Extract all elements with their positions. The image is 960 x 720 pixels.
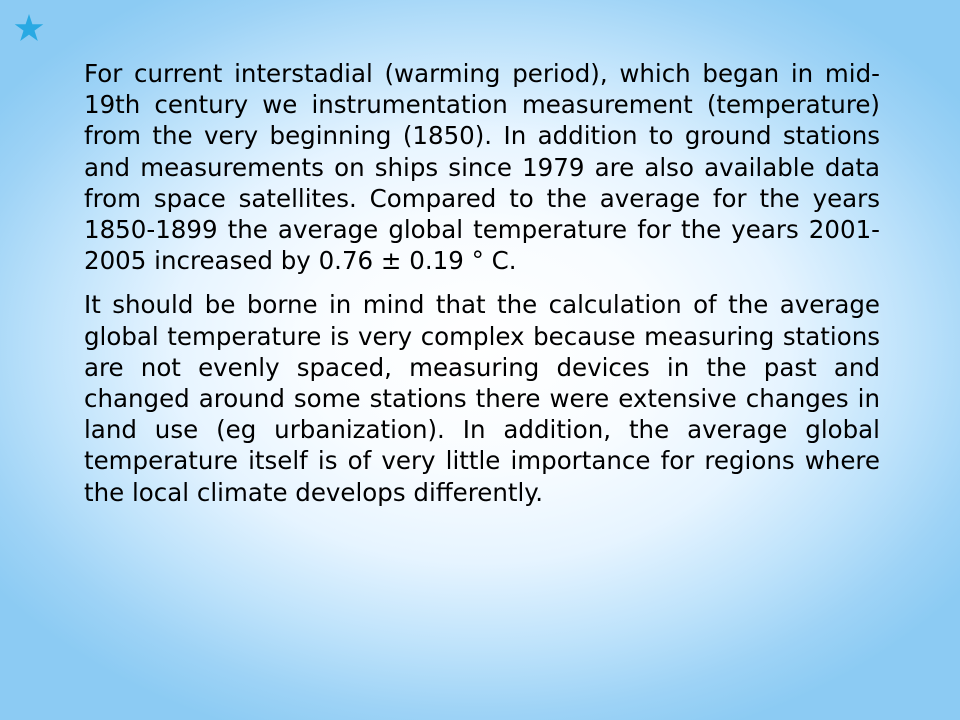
star-icon — [14, 14, 44, 44]
paragraph-warming-period: For current interstadial (warming period), which began in mid-19th century we instrumentation measurement (temperature) from the very beginning (1850). In addition to ground stations and measurements on ships since 1979 are also available data from space satellites. Compared to the average for the years 1850-1899 the average global temperature for the years 2001-2005 increased by 0.76 ± 0.19 ° C. — [84, 59, 880, 276]
paragraph-calculation-complexity: It should be borne in mind that the calculation of the average global temperature is very complex because measuring stations are not evenly spaced, measuring devices in the past and changed around some stations there were extensive changes in land use (eg urbanization). In addition, the average global temperature itself is of very little importance for regions where the local climate develops differently. — [84, 290, 880, 507]
slide-body — [84, 58, 880, 508]
